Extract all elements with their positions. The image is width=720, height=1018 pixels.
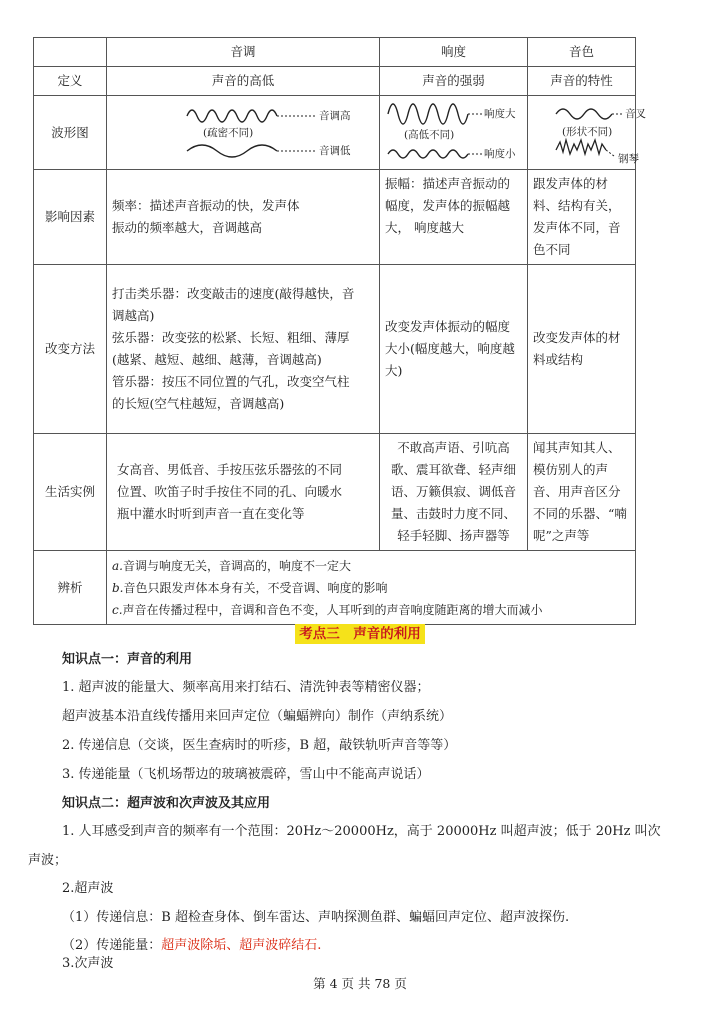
knowledge-1-line-1: 1. 超声波的能量大、频率高用来打结石、清洗钟表等精密仪器； xyxy=(62,680,430,695)
loudness-high-label: 响度大 xyxy=(484,108,516,120)
knowledge-2-line-3: （1）传递信息：B 超检查身体、倒车雷达、声呐探测鱼群、蝙蝠回声定位、超声波探伤. xyxy=(62,910,570,925)
pitch-low-label: 音调低 xyxy=(319,145,351,157)
row-label-factors: 影响因素 xyxy=(34,170,107,265)
instrument-method: ：改变敲击的速度(敲得越快，音调越高) xyxy=(112,286,355,323)
knowledge-1-line-3: 2. 传递信息（交谈，医生查病时的听疹，B 超，敲铁轨听声音等等） xyxy=(62,738,457,753)
instrument-type: 管乐器 xyxy=(112,374,150,389)
examples-loudness: 不敢高声语、引吭高歌、震耳欲聋、轻声细语、万籁俱寂、调低音量、击鼓时力度不同、轻手轻脚、扬声器等 xyxy=(380,434,528,551)
waveform-loudness xyxy=(380,96,528,170)
section-heading xyxy=(0,622,720,642)
waveform-pitch xyxy=(107,96,380,170)
instrument-type: 打击类乐器 xyxy=(112,286,175,301)
waveform-timbre xyxy=(528,96,646,170)
knowledge-1-title: 知识点一：声音的利用 xyxy=(62,652,193,667)
header-loudness: 响度 xyxy=(380,38,528,67)
header-pitch: 音调 xyxy=(107,38,380,67)
piano-label: 钢琴 xyxy=(618,153,639,165)
instrument-method: ：按压不同位置的气孔，改变空气柱的长短(空气柱越短，音调越高) xyxy=(112,374,350,411)
change-pitch-item-wind xyxy=(112,371,359,415)
pitch-high-wave xyxy=(187,110,277,122)
piano-wave xyxy=(556,140,606,154)
item-letter: a. xyxy=(112,558,123,573)
item-text: 音色只跟发声体本身有关，不受音调、响度的影响 xyxy=(123,580,388,595)
change-pitch xyxy=(107,265,380,434)
loudness-high-wave xyxy=(388,104,468,124)
tuning-fork-wave xyxy=(556,109,612,119)
instrument-type: 弦乐器 xyxy=(112,330,150,345)
item-letter: b. xyxy=(112,580,124,595)
row-label-distinguish: 辨析 xyxy=(34,551,107,625)
distinguish-item-c xyxy=(112,599,630,621)
energy-examples: 超声波除垢、超声波碎结石. xyxy=(161,938,322,953)
change-pitch-item-percussion xyxy=(112,283,359,327)
section-title-text: 考点三 声音的利用 xyxy=(295,624,425,644)
knowledge-2-line-2: 2.超声波 xyxy=(62,881,114,896)
definition-loudness: 声音的强弱 xyxy=(380,67,528,96)
loudness-low-wave xyxy=(388,150,468,158)
instrument-method: ：改变弦的松紧、长短、粗细、薄厚(越紧、越短、越细、越薄，音调越高) xyxy=(112,330,350,367)
knowledge-1-line-4: 3. 传递能量（飞机场帮边的玻璃被震碎，雪山中不能高声说话） xyxy=(62,767,430,782)
change-loudness: 改变发声体振动的幅度大小(幅度越大，响度越大) xyxy=(380,265,528,434)
page-footer: 第 4 页 共 78 页 xyxy=(313,976,407,991)
item-text: 音调与响度无关，音调高的，响度不一定大 xyxy=(122,558,351,573)
loudness-note-label: (高低不同) xyxy=(404,129,455,141)
definition-timbre: 声音的特性 xyxy=(528,67,636,96)
energy-label: （2）传递能量： xyxy=(62,938,162,953)
factors-timbre: 跟发声体的材料、结构有关，发声体不同，音色不同 xyxy=(528,170,636,265)
definition-pitch: 声音的高低 xyxy=(107,67,380,96)
timbre-note-label: (形状不同) xyxy=(562,126,613,138)
factors-pitch: 频率：描述声音振动的快，发声体振动的频率越大，音调越高 xyxy=(107,170,380,265)
loudness-low-label: 响度小 xyxy=(484,148,516,160)
examples-pitch: 女高音、男低音、手按压弦乐器弦的不同位置、吹笛子时手按住不同的孔、向暖水瓶中灌水时听到声音一直在变化等 xyxy=(107,434,380,551)
knowledge-2-title: 知识点二：超声波和次声波及其应用 xyxy=(62,796,271,811)
header-timbre: 音色 xyxy=(528,38,636,67)
row-label-change: 改变方法 xyxy=(34,265,107,434)
item-text: 声音在传播过程中，音调和音色不变，人耳听到的声音响度随距离的增大而减小 xyxy=(122,602,543,617)
change-timbre: 改变发声体的材料或结构 xyxy=(528,265,636,434)
change-pitch-item-strings xyxy=(112,327,359,371)
row-label-waveform: 波形图 xyxy=(34,96,107,170)
knowledge-2-line-1: 1. 人耳感受到声音的频率有一个范围：20Hz～20000Hz，高于 20000Hz 叫超声波；低于 20Hz 叫次 xyxy=(62,824,661,839)
distinguish-notes xyxy=(107,551,636,625)
knowledge-2-line-5: 3.次声波 xyxy=(62,956,114,971)
knowledge-1-line-2: 超声波基本沿直线传播用来回声定位（蝙蝠辨向）制作（声纳系统） xyxy=(62,709,453,724)
header-empty xyxy=(34,38,107,67)
pitch-low-wave xyxy=(187,145,277,157)
item-letter: c. xyxy=(112,602,123,617)
row-label-definition: 定义 xyxy=(34,67,107,96)
pitch-high-label: 音调高 xyxy=(319,110,351,122)
pitch-note-label: (疏密不同) xyxy=(203,127,254,139)
knowledge-2-line-4 xyxy=(62,934,321,953)
distinguish-item-b xyxy=(112,577,630,599)
distinguish-item-a xyxy=(112,555,630,577)
comparison-table xyxy=(33,37,646,625)
knowledge-2-line-1-cont: 声波； xyxy=(28,853,68,868)
tuning-fork-label: 音叉 xyxy=(625,108,646,120)
row-label-examples: 生活实例 xyxy=(34,434,107,551)
examples-timbre: 闻其声知其人、模仿别人的声音、用声音区分不同的乐器、“喃呢”之声等 xyxy=(528,434,636,551)
factors-loudness: 振幅：描述声音振动的幅度，发声体的振幅越大， 响度越大 xyxy=(380,170,528,265)
